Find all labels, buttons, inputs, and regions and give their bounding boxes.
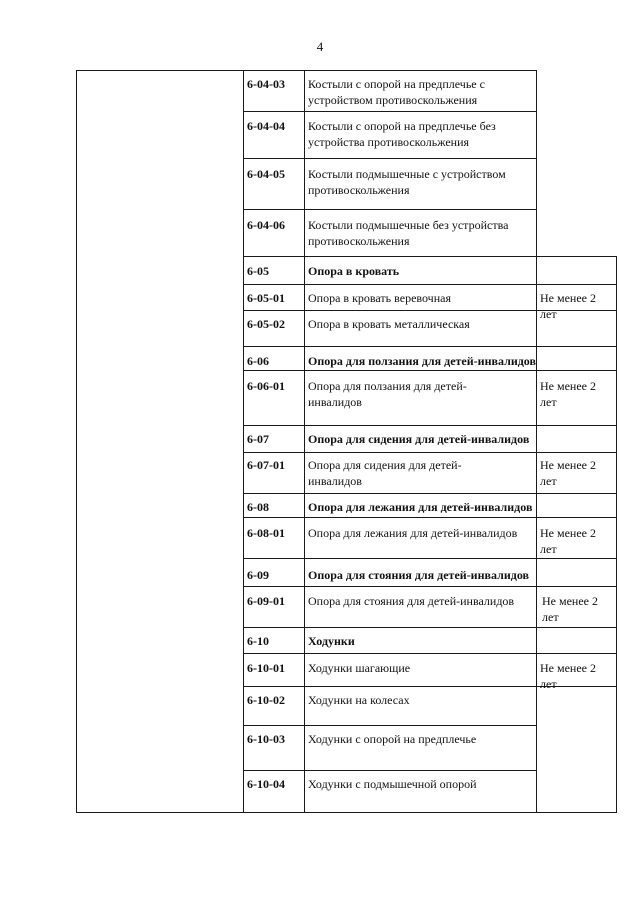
row-code: 6-06 [247, 354, 269, 368]
row-name: Опора для сидения для детей-инвалидов [308, 458, 462, 488]
row-divider [243, 558, 617, 559]
row-divider [243, 653, 617, 654]
term-value: Не менее 2 лет [540, 661, 596, 691]
row-code: 6-04-04 [247, 119, 285, 133]
table-border-left [76, 70, 77, 813]
table-border-top [76, 70, 537, 71]
page-number: 4 [316, 39, 324, 54]
row-divider [243, 158, 537, 159]
row-name: Костыли с опорой на предплечье с устройством противоскольжения [308, 77, 485, 107]
row-name: Опора для лежания для детей-инвалидов [308, 526, 518, 540]
row-name: Костыли с опорой на предплечье без устройства противоскольжения [308, 119, 496, 149]
row-code: 6-09 [247, 568, 269, 582]
row-code: 6-05-02 [247, 317, 285, 331]
row-name: Опора в кровать металлическая [308, 317, 470, 331]
row-name: Ходунки на колесах [308, 693, 410, 707]
row-code: 6-04-06 [247, 218, 285, 232]
row-code: 6-10-03 [247, 732, 285, 746]
row-code: 6-04-03 [247, 77, 285, 91]
row-name: Опора для ползания для детей-инвалидов [308, 379, 467, 409]
row-code: 6-04-05 [247, 167, 285, 181]
row-name: Ходунки [308, 634, 355, 648]
row-name: Опора для стояния для детей-инвалидов [308, 594, 515, 608]
row-divider [243, 627, 617, 628]
row-name: Опора в кровать [308, 264, 400, 278]
row-name: Костыли подмышечные без устройства противоскольжения [308, 218, 509, 248]
row-code: 6-08-01 [247, 526, 285, 540]
column-divider-code [243, 70, 244, 813]
row-code: 6-10-01 [247, 661, 285, 675]
term-value: Не менее 2 лет [540, 526, 596, 556]
row-divider [243, 517, 617, 518]
row-code: 6-09-01 [247, 594, 285, 608]
row-divider [243, 425, 617, 426]
row-name: Опора для сидения для детей-инвалидов [308, 432, 530, 446]
term-value: Не менее 2 лет [540, 291, 596, 321]
row-code: 6-05-01 [247, 291, 285, 305]
table-border-right [616, 256, 617, 813]
column-divider-name [304, 70, 305, 813]
row-name: Опора для стояния для детей-инвалидов [308, 568, 529, 582]
row-code: 6-10-02 [247, 693, 285, 707]
row-divider [243, 770, 537, 771]
row-name: Костыли подмышечные с устройством противоскольжения [308, 167, 506, 197]
row-code: 6-08 [247, 500, 269, 514]
row-name: Ходунки шагающие [308, 661, 411, 675]
row-divider [243, 452, 617, 453]
row-divider [243, 493, 617, 494]
table-border-bottom [76, 812, 617, 813]
row-name: Ходунки с опорой на предплечье [308, 732, 477, 746]
row-code: 6-07 [247, 432, 269, 446]
row-code: 6-10 [247, 634, 269, 648]
row-divider [243, 586, 617, 587]
row-divider [243, 256, 617, 257]
row-name: Опора для ползания для детей-инвалидов [308, 354, 536, 368]
row-divider [243, 284, 617, 285]
term-value: Не менее 2 лет [540, 458, 596, 488]
row-divider [243, 370, 617, 371]
row-divider [243, 209, 537, 210]
row-name: Опора для лежания для детей-инвалидов [308, 500, 533, 514]
row-code: 6-07-01 [247, 458, 285, 472]
term-value: Не менее 2 лет [542, 594, 598, 624]
row-divider [243, 725, 537, 726]
row-code: 6-06-01 [247, 379, 285, 393]
term-value: Не менее 2 лет [540, 379, 596, 409]
row-name: Ходунки с подмышечной опорой [308, 777, 477, 791]
row-code: 6-10-04 [247, 777, 285, 791]
row-code: 6-05 [247, 264, 269, 278]
row-name: Опора в кровать веревочная [308, 291, 451, 305]
row-divider [243, 346, 617, 347]
classification-table [76, 70, 617, 813]
row-divider [243, 111, 537, 112]
